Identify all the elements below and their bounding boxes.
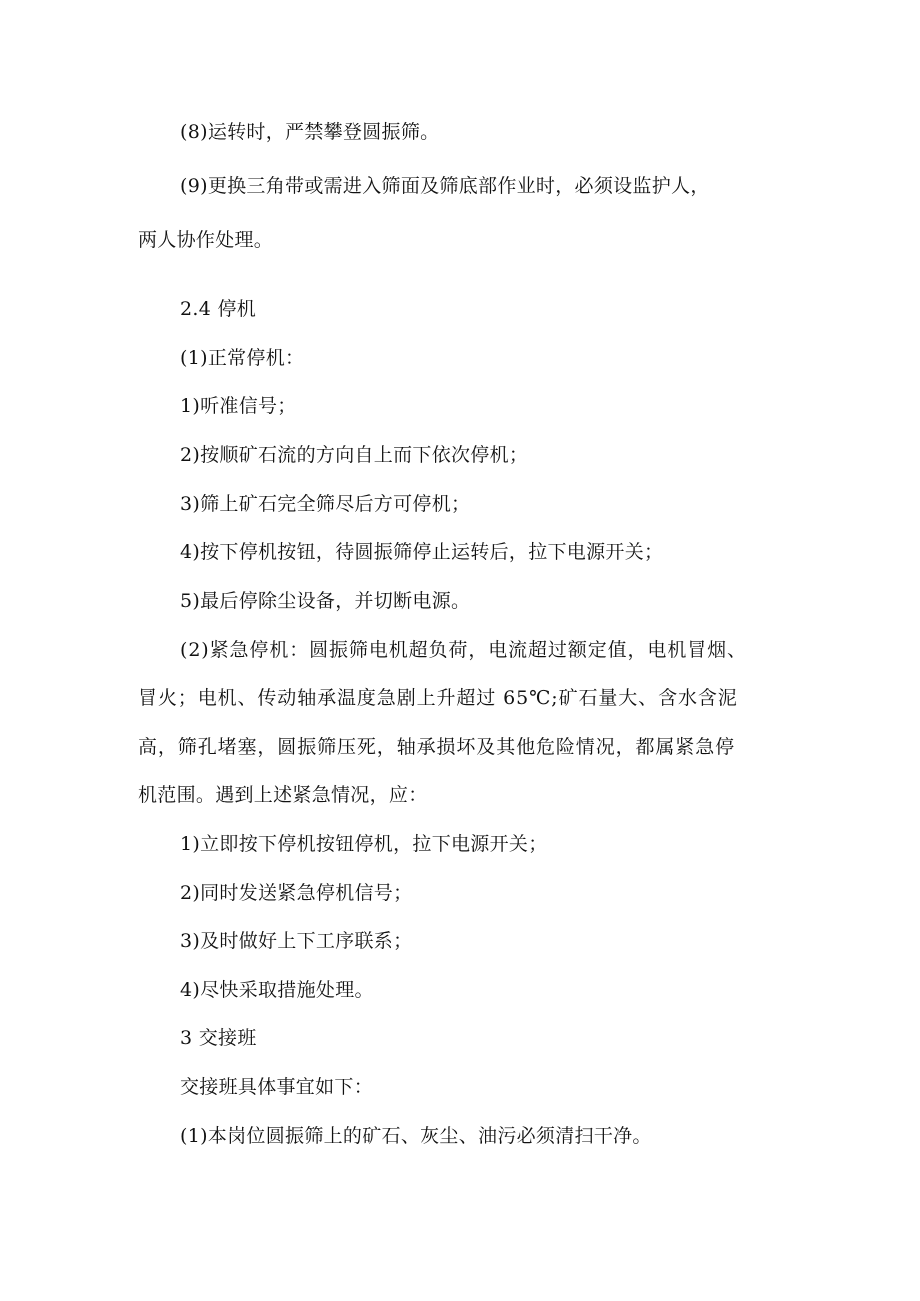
paragraph-item-9: (9)更换三角带或需进入筛面及筛底部作业时，必须设监护人， [180,175,710,197]
section-heading-shutdown: 2.4 停机 [180,298,257,320]
list-item: 3)筛上矿石完全筛尽后方可停机； [180,493,471,515]
paragraph-continuation: 冒火；电机、传动轴承温度急剧上升超过 65℃;矿石量大、含水含泥 [138,687,738,709]
list-item: 4)按下停机按钮，待圆振筛停止运转后，拉下电源开关； [180,541,664,563]
subheading-normal-shutdown: (1)正常停机： [180,347,305,369]
list-item: 4)尽快采取措施处理。 [180,979,374,1001]
subheading-emergency-shutdown: (2)紧急停机：圆振筛电机超负荷，电流超过额定值，电机冒烟、 [180,639,747,661]
paragraph-intro: 交接班具体事宜如下： [180,1076,374,1098]
paragraph-item-8: (8)运转时，严禁攀登圆振筛。 [180,121,440,143]
list-item: 3)及时做好上下工序联系； [180,930,413,952]
list-item: 2)按顺矿石流的方向自上而下依次停机； [180,444,529,466]
list-item: 2)同时发送紧急停机信号； [180,882,413,904]
paragraph-continuation: 高，筛孔堵塞，圆振筛压死，轴承损坏及其他危险情况，都属紧急停 [138,736,736,758]
paragraph-item-1: (1)本岗位圆振筛上的矿石、灰尘、油污必须清扫干净。 [180,1125,652,1147]
list-item: 1)立即按下停机按钮停机，拉下电源开关； [180,833,548,855]
paragraph-continuation: 两人协作处理。 [138,229,274,251]
paragraph-continuation: 机范围。遇到上述紧急情况，应： [138,784,428,806]
list-item: 1)听准信号； [180,395,297,417]
list-item: 5)最后停除尘设备，并切断电源。 [180,590,471,612]
section-heading-shift-handover: 3 交接班 [180,1027,257,1049]
